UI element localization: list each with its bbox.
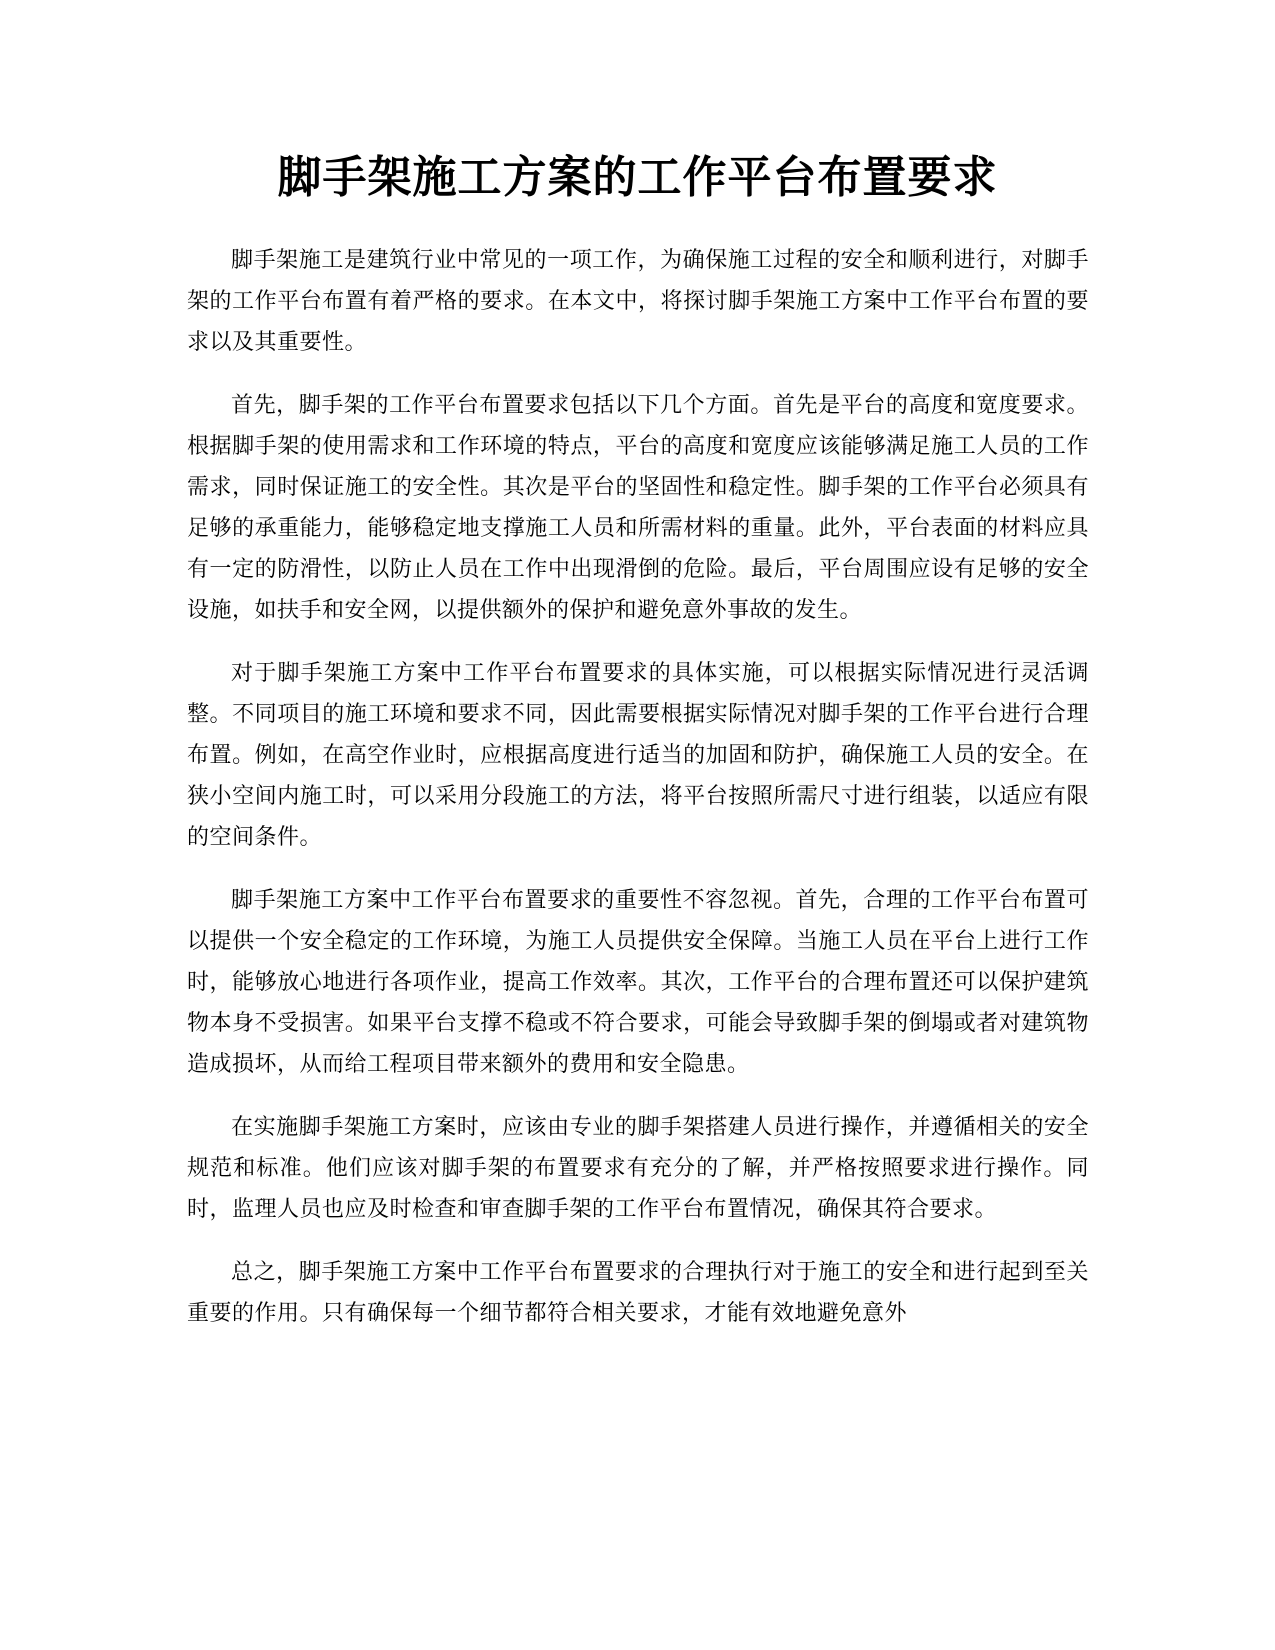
paragraph-4: 脚手架施工方案中工作平台布置要求的重要性不容忽视。首先，合理的工作平台布置可以提供一个安全稳定的工作环境，为施工人员提供安全保障。当施工人员在平台上进行工作时，能够放心地进行各项作业，提高工作效率。其次，工作平台的合理布置还可以保护建筑物本身不受损害。如果平台支撑不稳或不符合要求，可能会导致脚手架的倒塌或者对建筑物造成损坏，从而给工程项目带来额外的费用和安全隐患。 bbox=[187, 888, 1089, 1077]
document-title: 脚手架施工方案的工作平台布置要求 bbox=[277, 152, 998, 203]
document-body bbox=[187, 240, 1089, 1356]
paragraph-3: 对于脚手架施工方案中工作平台布置要求的具体实施，可以根据实际情况进行灵活调整。不同项目的施工环境和要求不同，因此需要根据实际情况对脚手架的工作平台进行合理布置。例如，在高空作业时，应根据高度进行适当的加固和防护，确保施工人员的安全。在狭小空间内施工时，可以采用分段施工的方法，将平台按照所需尺寸进行组装，以适应有限的空间条件。 bbox=[187, 661, 1089, 850]
paragraph-2: 首先，脚手架的工作平台布置要求包括以下几个方面。首先是平台的高度和宽度要求。根据脚手架的使用需求和工作环境的特点，平台的高度和宽度应该能够满足施工人员的工作需求，同时保证施工的安全性。其次是平台的坚固性和稳定性。脚手架的工作平台必须具有足够的承重能力，能够稳定地支撑施工人员和所需材料的重量。此外，平台表面的材料应具有一定的防滑性，以防止人员在工作中出现滑倒的危险。最后，平台周围应设有足够的安全设施，如扶手和安全网，以提供额外的保护和避免意外事故的发生。 bbox=[187, 393, 1089, 623]
paragraph-6: 总之，脚手架施工方案中工作平台布置要求的合理执行对于施工的安全和进行起到至关重要的作用。只有确保每一个细节都符合相关要求，才能有效地避免意外 bbox=[187, 1260, 1089, 1326]
paragraph-1: 脚手架施工是建筑行业中常见的一项工作，为确保施工过程的安全和顺利进行，对脚手架的工作平台布置有着严格的要求。在本文中，将探讨脚手架施工方案中工作平台布置的要求以及其重要性。 bbox=[187, 248, 1089, 355]
paragraph-5: 在实施脚手架施工方案时，应该由专业的脚手架搭建人员进行操作，并遵循相关的安全规范和标准。他们应该对脚手架的布置要求有充分的了解，并严格按照要求进行操作。同时，监理人员也应及时检查和审查脚手架的工作平台布置情况，确保其符合要求。 bbox=[187, 1115, 1089, 1222]
